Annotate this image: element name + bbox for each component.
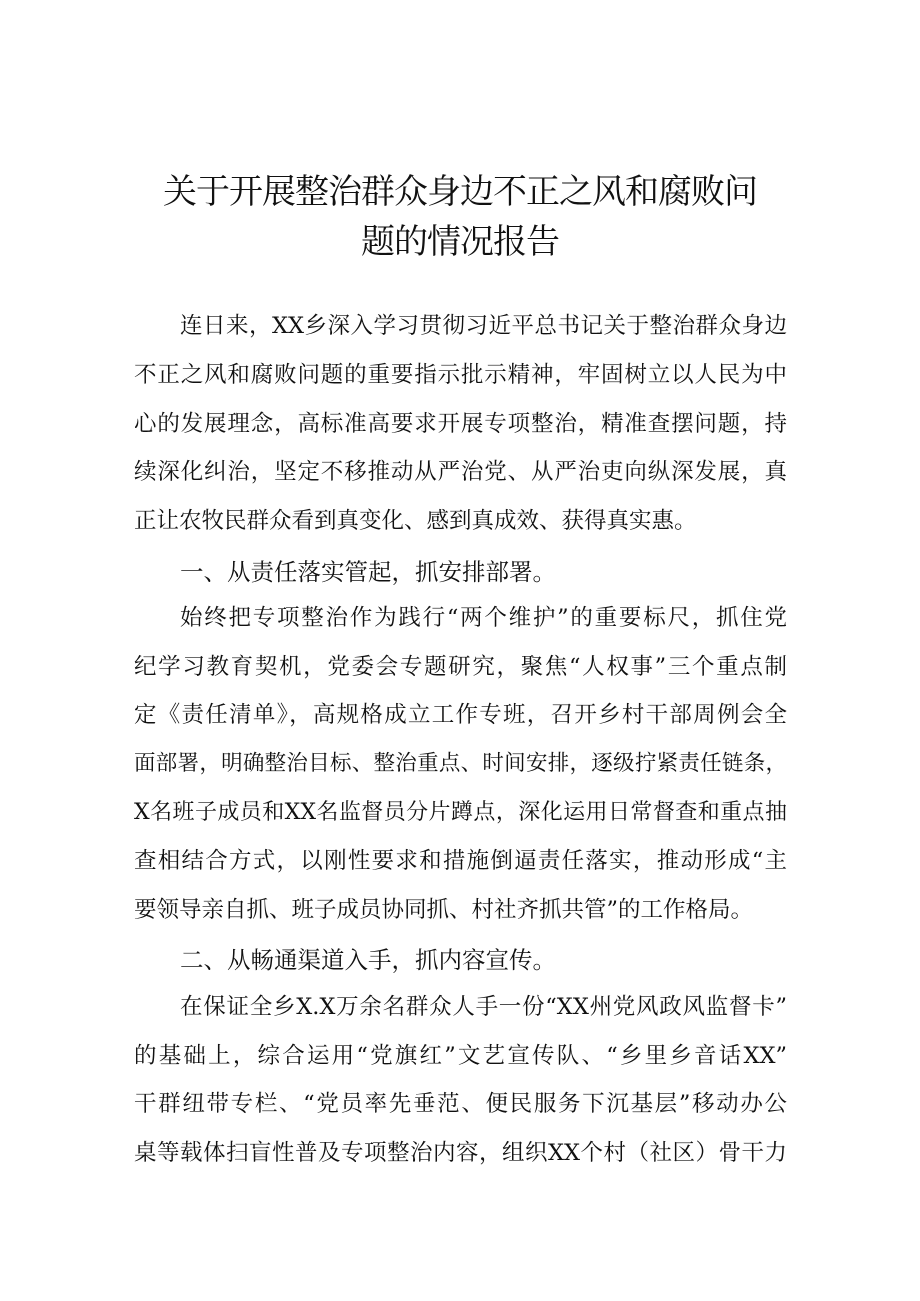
document-title-line-1: 关于开展整治群众身边不正之风和腐败问 bbox=[163, 172, 757, 212]
paragraph-1-line-5: 正让农牧民群众看到真变化、感到真成效、获得真实惠。 bbox=[134, 508, 697, 534]
paragraph-1-line-2: 不正之风和腐败问题的重要指示批示精神，牢固树立以人民为中 bbox=[134, 362, 787, 388]
paragraph-2-line-1: 始终把专项整治作为践行“两个维护”的重要标尺，抓住党 bbox=[180, 605, 787, 631]
paragraph-2-line-7: 要领导亲自抓、班子成员协同抓、村社齐抓共管”的工作格局。 bbox=[134, 897, 754, 923]
section-heading-2: 二、从畅通渠道入手，抓内容宣传。 bbox=[180, 946, 556, 974]
paragraph-3-line-4: 桌等载体扫盲性普及专项整治内容，组织XX个村（社区）骨干力 bbox=[134, 1140, 787, 1166]
paragraph-1-line-1: 连日来，XX乡深入学习贯彻习近平总书记关于整治群众身边 bbox=[180, 313, 787, 339]
paragraph-2-line-6: 查相结合方式，以刚性要求和措施倒逼责任落实，推动形成“主 bbox=[134, 848, 787, 874]
paragraph-2-line-5: X名班子成员和XX名监督员分片蹲点，深化运用日常督查和重点抽 bbox=[134, 800, 787, 825]
paragraph-2-line-2: 纪学习教育契机，党委会专题研究，聚焦“人权事”三个重点制 bbox=[134, 654, 787, 680]
section-heading-1: 一、从责任落实管起，抓安排部署。 bbox=[180, 558, 556, 586]
paragraph-1-line-4: 续深化纠治，坚定不移推动从严治党、从严治吏向纵深发展，真 bbox=[134, 459, 787, 485]
paragraph-3-line-3: 干群纽带专栏、“党员率先垂范、便民服务下沉基层”移动办公 bbox=[134, 1091, 787, 1117]
paragraph-2-line-4: 面部署，明确整治目标、整治重点、时间安排，逐级拧紧责任链条， bbox=[134, 751, 787, 776]
paragraph-3-line-2: 的基础上，综合运用“党旗红”文艺宣传队、“乡里乡音话XX” bbox=[134, 1043, 787, 1069]
paragraph-1-line-3: 心的发展理念，高标准高要求开展专项整治，精准查摆问题，持 bbox=[134, 411, 787, 437]
paragraph-3-line-1: 在保证全乡X.X万余名群众人手一份“XX州党风政风监督卡” bbox=[180, 994, 787, 1020]
paragraph-2-line-3: 定《责任清单》，高规格成立工作专班，召开乡村干部周例会全 bbox=[134, 702, 787, 728]
document-title-line-2: 题的情况报告 bbox=[361, 222, 559, 262]
